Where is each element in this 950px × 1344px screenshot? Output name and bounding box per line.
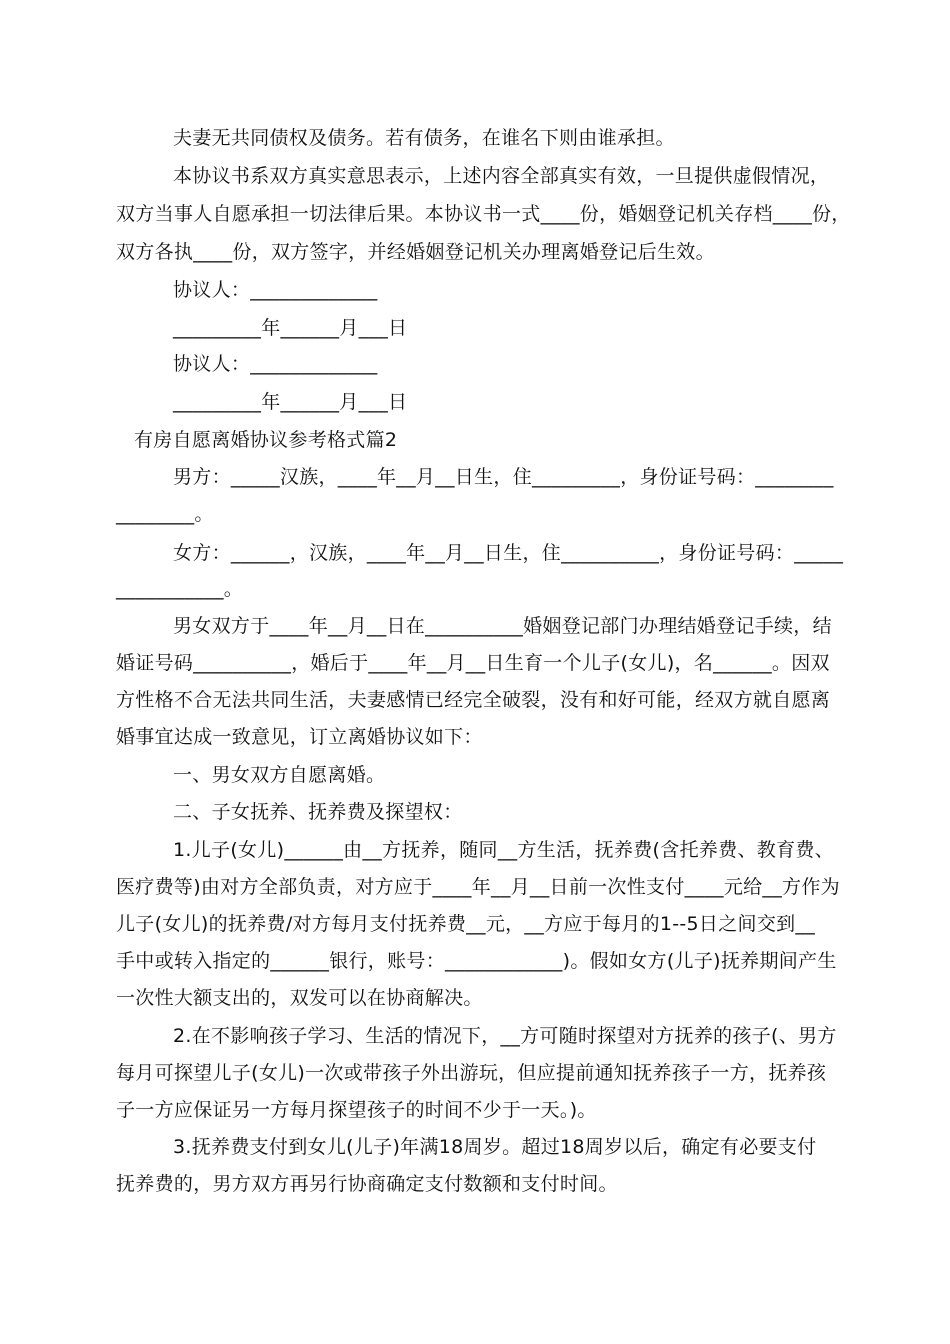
signatory-line: 协议人：_____________ bbox=[173, 353, 378, 375]
section-heading: 有房自愿离婚协议参考格式篇2 bbox=[134, 429, 398, 451]
text-line: 本协议书系双方真实意思表示，上述内容全部真实有效，一旦提供虚假情况， bbox=[173, 165, 830, 187]
text-line: 抚养费的，男方双方再另行协商确定支付数额和支付时间。 bbox=[116, 1173, 618, 1195]
text-line: 男方：_____汉族，____年__月__日生，住_________，身份证号码：________ bbox=[173, 466, 834, 488]
text-line: 每月可探望儿子(女儿)一次或带孩子外出游玩，但应提前通知抚养孩子一方，抚养孩 bbox=[116, 1062, 827, 1084]
text-line: ________。 bbox=[116, 503, 214, 525]
text-line: 子一方应保证另一方每月探望孩子的时间不少于一天。)。 bbox=[116, 1099, 597, 1121]
text-line: 儿子(女儿)的抚养费/对方每月支付抚养费__元，__方应于每月的1--5日之间交到__ bbox=[116, 913, 816, 935]
date-line: _________年______月___日 bbox=[173, 317, 408, 339]
text-line: 男女双方于____年__月__日在__________婚姻登记部门办理结婚登记手续，结 bbox=[173, 615, 832, 637]
date-line: _________年______月___日 bbox=[173, 391, 408, 413]
text-line: 1.儿子(女儿)______由__方抚养，随同__方生活，抚养费(含托养费、教育费、 bbox=[173, 839, 834, 861]
text-line: 婚证号码__________，婚后于____年__月__日生育一个儿子(女儿)，名______。因双 bbox=[116, 652, 830, 674]
text-line: 手中或转入指定的______银行，账号：____________)。假如女方(儿子)抚养期间产生 bbox=[116, 950, 837, 972]
text-line: 3.抚养费支付到女儿(儿子)年满18周岁。超过18周岁以后，确定有必要支付 bbox=[173, 1136, 817, 1158]
text-line: ___________。 bbox=[116, 578, 244, 600]
signatory-line: 协议人：_____________ bbox=[173, 279, 378, 301]
text-line: 方性格不合无法共同生活，夫妻感情已经完全破裂，没有和好可能，经双方就自愿离 bbox=[116, 689, 831, 711]
text-line: 双方当事人自愿承担一切法律后果。本协议书一式____份，婚姻登记机关存档____份， bbox=[116, 203, 851, 225]
text-line: 双方各执____份，双方签字，并经婚姻登记机关办理离婚登记后生效。 bbox=[116, 241, 715, 263]
text-line: 一次性大额支出的，双发可以在协商解决。 bbox=[116, 987, 483, 1009]
text-line: 医疗费等)由对方全部负责，对方应于____年__月__日前一次性支付____元给__方作为 bbox=[116, 876, 840, 898]
clause-line: 二、子女抚养、抚养费及探望权： bbox=[173, 801, 463, 823]
text-line: 夫妻无共同债权及债务。若有债务，在谁名下则由谁承担。 bbox=[173, 127, 675, 149]
text-line: 2.在不影响孩子学习、生活的情况下，__方可随时探望对方抚养的孩子(、男方 bbox=[173, 1025, 837, 1047]
text-line: 女方：______，汉族，____年__月__日生，住__________，身份证号码：_____ bbox=[173, 542, 844, 564]
text-line: 婚事宜达成一致意见，订立离婚协议如下： bbox=[116, 726, 483, 748]
clause-line: 一、男女双方自愿离婚。 bbox=[173, 764, 386, 786]
